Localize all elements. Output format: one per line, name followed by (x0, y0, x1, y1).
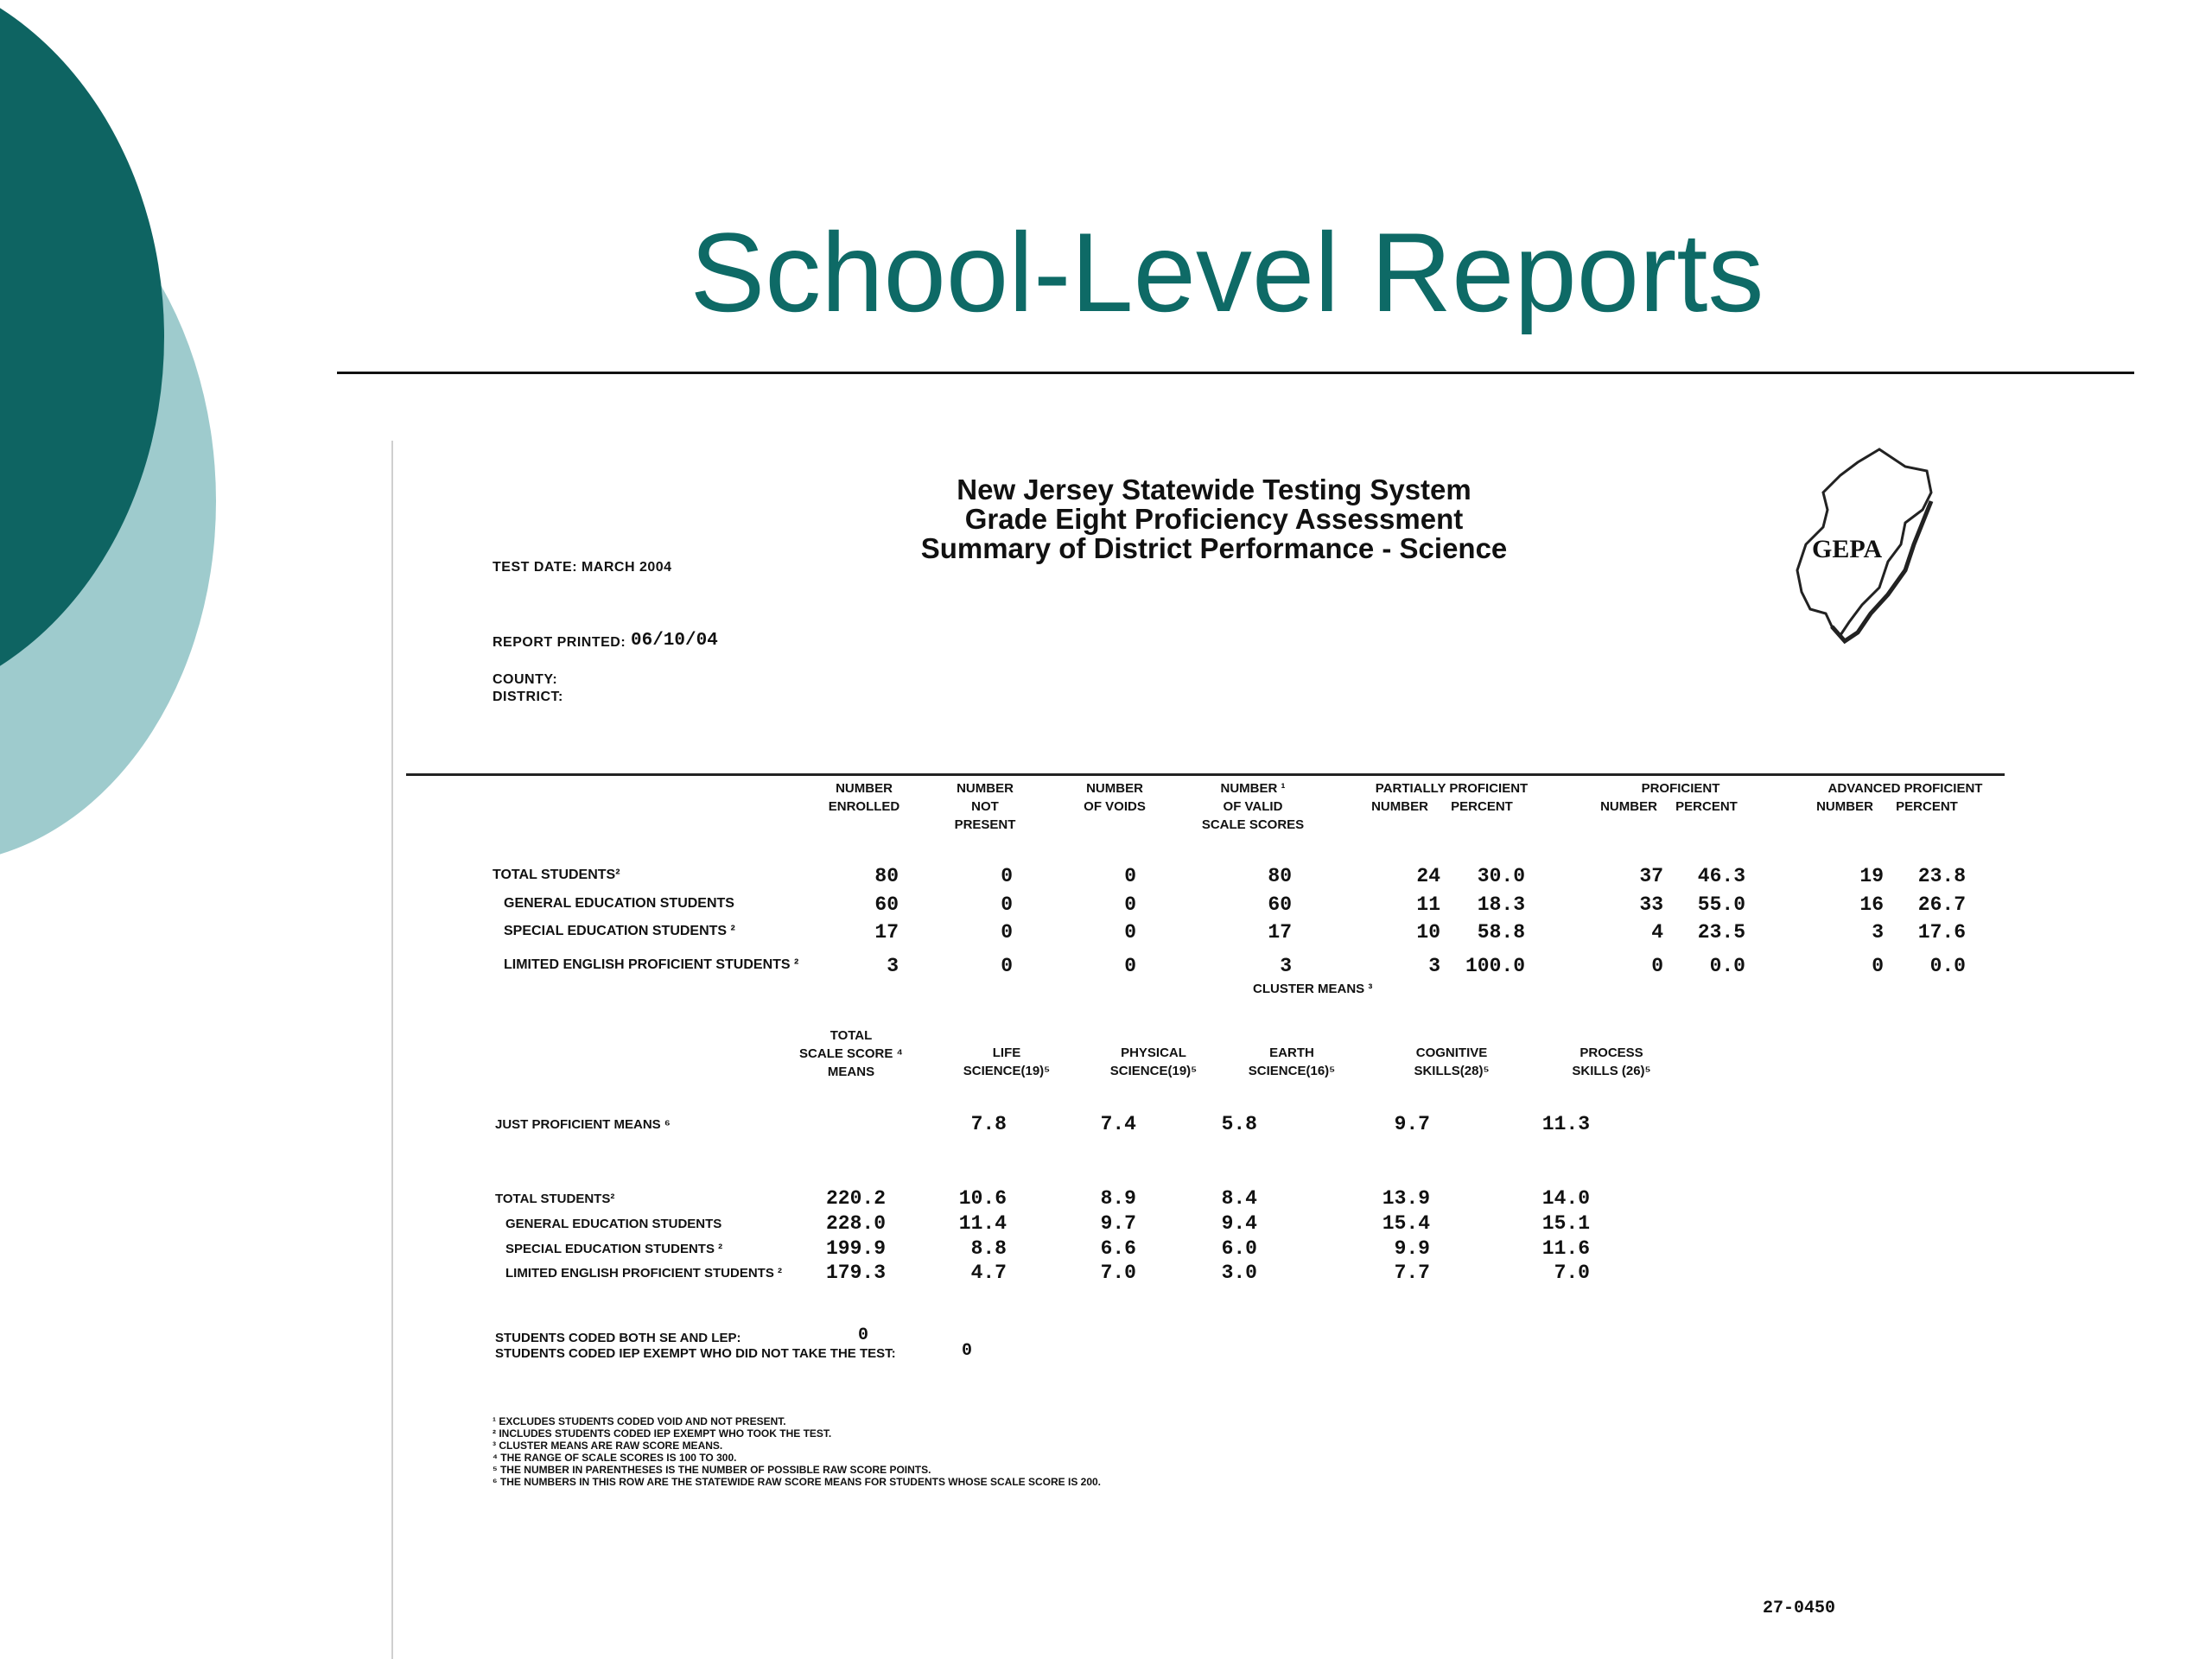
header-number-not-present: NUMBER NOT PRESENT (954, 781, 1016, 832)
table1-cell: 16 (1859, 893, 1884, 916)
table1-cell: 33 (1639, 893, 1663, 916)
table1-cell: 80 (1268, 865, 1292, 887)
table1-cell: 58.8 (1477, 921, 1525, 944)
table2-cell: 4.7 (970, 1262, 1007, 1284)
just-proficient-cell: 11.3 (1541, 1113, 1590, 1135)
table2-cell: 9.9 (1394, 1237, 1430, 1260)
footnote: ⁶ THE NUMBERS IN THIS ROW ARE THE STATEWIDE RAW SCORE MEANS FOR STUDENTS WHOSE SCALE SCORE IS 200. (493, 1476, 1102, 1488)
report-title-line: New Jersey Statewide Testing System (957, 474, 1471, 505)
table1-cell: 0 (1001, 865, 1013, 887)
table2-cell: 220.2 (825, 1187, 886, 1210)
table1-cell: 26.7 (1917, 893, 1966, 916)
table2-cell: 8.8 (970, 1237, 1007, 1260)
table2-cell: 14.0 (1541, 1187, 1590, 1210)
table2-cell: 13.9 (1382, 1187, 1430, 1210)
just-proficient-cell: 7.4 (1100, 1113, 1136, 1135)
table1-row-label: LIMITED ENGLISH PROFICIENT STUDENTS ² (504, 957, 799, 972)
table1-cell: 3 (1872, 921, 1884, 944)
report-scan (391, 441, 2005, 1659)
table2-cell: 6.0 (1221, 1237, 1257, 1260)
table2-cell: 3.0 (1221, 1262, 1257, 1284)
table1-cell: 23.8 (1917, 865, 1966, 887)
footnote: ⁵ THE NUMBER IN PARENTHESES IS THE NUMBER OF POSSIBLE RAW SCORE POINTS. (493, 1464, 931, 1476)
table1-row-label: SPECIAL EDUCATION STUDENTS ² (504, 924, 735, 938)
table1-cell: 18.3 (1477, 893, 1525, 916)
header-cognitive-skills: COGNITIVE SKILLS(28)⁵ (1414, 1046, 1490, 1078)
gepa-logo-text: GEPA (1812, 535, 1883, 563)
header-total-scale-score: TOTAL SCALE SCORE ⁴ MEANS (799, 1028, 903, 1079)
table1-cell: 17.6 (1917, 921, 1966, 944)
footnote: ² INCLUDES STUDENTS CODED IEP EXEMPT WHO TOOK THE TEST. (493, 1427, 832, 1440)
just-proficient-label: JUST PROFICIENT MEANS ⁶ (495, 1117, 671, 1132)
county-label: COUNTY: (493, 672, 558, 687)
table2-cell: 15.4 (1382, 1212, 1430, 1235)
sub-header-number: NUMBER (1371, 799, 1428, 814)
table1-cell: 19 (1859, 865, 1884, 887)
table1-cell: 80 (874, 865, 899, 887)
header-earth-science: EARTH SCIENCE(16)⁵ (1248, 1046, 1336, 1078)
coded-both-value: 0 (857, 1325, 868, 1345)
table1-cell: 0 (1001, 921, 1013, 944)
table1-cell: 0 (1651, 955, 1663, 977)
new-jersey-map-logo (1776, 441, 1948, 648)
table1-cell: 17 (874, 921, 899, 944)
table1-cell: 0 (1001, 955, 1013, 977)
footnote: ³ CLUSTER MEANS ARE RAW SCORE MEANS. (493, 1440, 723, 1452)
table1-cell: 30.0 (1477, 865, 1525, 887)
table1-cell: 46.3 (1697, 865, 1745, 887)
table2-cell: 11.4 (958, 1212, 1007, 1235)
cluster-means-label: CLUSTER MEANS ³ (1253, 982, 1373, 996)
table1-cell: 24 (1416, 865, 1440, 887)
coded-exempt-label: STUDENTS CODED IEP EXEMPT WHO DID NOT TAKE THE TEST: (495, 1346, 896, 1361)
sub-header-percent: PERCENT (1451, 799, 1513, 814)
header-partially-proficient: PARTIALLY PROFICIENT (1375, 781, 1529, 796)
table1-row-label: TOTAL STUDENTS² (493, 868, 620, 882)
table1-cell: 37 (1639, 865, 1663, 887)
table2-cell: 11.6 (1541, 1237, 1590, 1260)
table1-cell: 3 (1428, 955, 1440, 977)
table2-cell: 228.0 (825, 1212, 886, 1235)
table2-cell: 199.9 (825, 1237, 886, 1260)
test-date: TEST DATE: MARCH 2004 (493, 560, 672, 575)
sub-header-percent: PERCENT (1675, 799, 1738, 814)
report-title-line: Summary of District Performance - Science (920, 532, 1508, 564)
table1-cell: 100.0 (1465, 955, 1525, 977)
table1-cell: 0 (1124, 955, 1136, 977)
table1-cell: 0 (1001, 893, 1013, 916)
header-number-of-voids: NUMBER OF VOIDS (1084, 781, 1146, 814)
table2-cell: 6.6 (1100, 1237, 1136, 1260)
sub-header-number: NUMBER (1600, 799, 1657, 814)
form-code: 27-0450 (1763, 1599, 1836, 1618)
table2-cell: 8.4 (1221, 1187, 1257, 1210)
table2-cell: 179.3 (825, 1262, 886, 1284)
slide-title: School-Level Reports (690, 209, 1764, 335)
district-label: DISTRICT: (493, 690, 563, 704)
table1-cell: 0 (1124, 893, 1136, 916)
table1-cell: 17 (1268, 921, 1292, 944)
table2-cell: 7.0 (1100, 1262, 1136, 1284)
table1-cell: 0 (1124, 921, 1136, 944)
footnote: ⁴ THE RANGE OF SCALE SCORES IS 100 TO 300. (493, 1452, 737, 1464)
table2-cell: 7.7 (1394, 1262, 1430, 1284)
header-physical-science: PHYSICAL SCIENCE(19)⁵ (1109, 1046, 1198, 1078)
table2-cell: 9.4 (1221, 1212, 1257, 1235)
table1-cell: 0 (1872, 955, 1884, 977)
header-valid-scale-scores: NUMBER ¹ OF VALID SCALE SCORES (1201, 781, 1305, 832)
coded-both-label: STUDENTS CODED BOTH SE AND LEP: (495, 1331, 741, 1345)
table1-cell: 4 (1651, 921, 1663, 944)
table-top-rule (406, 773, 2005, 776)
table1-cell: 55.0 (1697, 893, 1745, 916)
table2-cell: 10.6 (958, 1187, 1007, 1210)
title-divider (337, 372, 2134, 374)
table1-row-label: GENERAL EDUCATION STUDENTS (504, 896, 734, 911)
table1-cell: 11 (1416, 893, 1440, 916)
just-proficient-cell: 9.7 (1394, 1113, 1430, 1135)
header-life-science: LIFE SCIENCE(19)⁵ (963, 1046, 1051, 1078)
just-proficient-cell: 5.8 (1221, 1113, 1257, 1135)
table2-row-label: TOTAL STUDENTS² (495, 1192, 615, 1206)
table2-row-label: LIMITED ENGLISH PROFICIENT STUDENTS ² (505, 1266, 783, 1281)
sub-header-percent: PERCENT (1896, 799, 1958, 814)
table1-cell: 0.0 (1709, 955, 1745, 977)
table1-cell: 23.5 (1697, 921, 1745, 944)
report-printed-label: REPORT PRINTED: (493, 635, 626, 650)
table2-cell: 8.9 (1100, 1187, 1136, 1210)
header-proficient: PROFICIENT (1641, 781, 1720, 796)
table2-cell: 9.7 (1100, 1212, 1136, 1235)
table1-cell: 10 (1416, 921, 1440, 944)
header-number-enrolled: NUMBER ENROLLED (828, 781, 900, 814)
table2-cell: 7.0 (1554, 1262, 1590, 1284)
table1-cell: 60 (1268, 893, 1292, 916)
table1-cell: 0 (1124, 865, 1136, 887)
table2-row-label: SPECIAL EDUCATION STUDENTS ² (505, 1242, 723, 1256)
report-title-line: Grade Eight Proficiency Assessment (964, 503, 1464, 535)
header-advanced-proficient: ADVANCED PROFICIENT (1827, 781, 1983, 796)
table2-cell: 15.1 (1541, 1212, 1590, 1235)
footnotes (493, 1415, 1101, 1488)
table1-cell: 3 (887, 955, 899, 977)
report-title (825, 475, 1603, 563)
report-printed-value: 06/10/04 (631, 631, 718, 651)
table1-cell: 3 (1280, 955, 1292, 977)
just-proficient-cell: 7.8 (970, 1113, 1007, 1135)
table1-cell: 0.0 (1929, 955, 1966, 977)
footnote: ¹ EXCLUDES STUDENTS CODED VOID AND NOT PRESENT. (493, 1415, 786, 1427)
table2-row-label: GENERAL EDUCATION STUDENTS (505, 1217, 722, 1231)
sub-header-number: NUMBER (1816, 799, 1873, 814)
coded-exempt-value: 0 (961, 1341, 972, 1361)
table1-cell: 60 (874, 893, 899, 916)
header-process-skills: PROCESS SKILLS (26)⁵ (1572, 1046, 1651, 1078)
